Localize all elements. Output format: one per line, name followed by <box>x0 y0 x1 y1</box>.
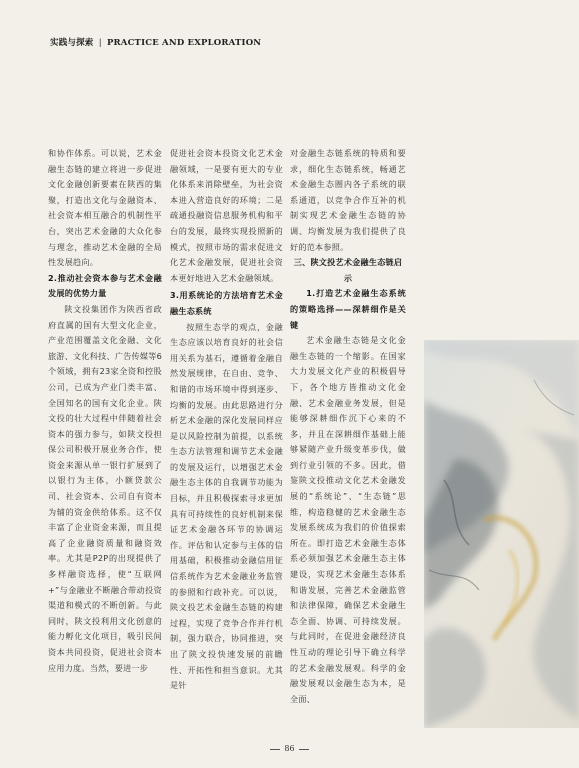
paragraph: 和协作体系。可以说，艺术金融生态链的建立将进一步促进文化金融创新要素在陕西的集聚，打造出文化与金融资本、社会资本相互融合的机制性平台，突出艺术金融的大众化参与理念，推动艺术金融的全局性发展趋向。 <box>48 148 162 268</box>
text-column-2 <box>170 146 283 694</box>
section-title-en: PRACTICE AND EXPLORATION <box>106 38 262 48</box>
paragraph: 按照生态学的观点，金融生态应该以培育良好的社会信用关系为基石，遵循着金融自然发展规律，在自由、竞争、和谐的市场环境中得到逐步、均衡的发展。由此思路进行分析艺术金融的深化发展同样应是以风险控制为前提，以系统生态方法管理和调节艺术金融的发展及运行，以增强艺术金融生态主体的自我调节功能为目标，并且积极探索寻求更加具有可持续性的良好机制来保证艺术金融各环节的协调运作。评估和认定参与主体的信用基础，积极推动金融信用征信系统作为艺术金融业务监管的参照和行政补充。可以说，陕文投艺术金融生态链的构建过程，实现了竞争合作并行机制，强力联合，协同推进，突出了陕文投快速发展的前瞻性、开拓性和担当意识。尤其是针 <box>170 321 283 691</box>
section-heading: 3.用系统论的方法培育艺术金融生态系统 <box>170 290 283 316</box>
ink-wash-painting <box>424 340 579 728</box>
paragraph: 艺术金融生态链是文化金融生态链的一个缩影。在国家大力发展文化产业的积极倡导下，各个地方皆推动文化金融、艺术金融业务发展，但是能够深耕细作沉下心来的不多，并且在深耕细作基础上能够紧随产业升级变革步伐，做到行业引领的不多。因此，借鉴陕文投推动文化艺术金融发展的“系统论”、“生态链”思维，构造稳健的艺术金融生态发展系统成为我们的价值探索所在。即打造艺术金融生态体系必须加强艺术金融生态主体建设，实现艺术金融生态体系和谐发展，完善艺术金融监管和法律保障，确保艺术金融生态全面、协调、可持续发展。与此同时，在促进金融经济良性互动的理论引导下确立科学的艺术金融发展观。科学的金融发展观以金融生态为本，是全面、 <box>290 335 406 704</box>
subsection-heading: 1.打造艺术金融生态系统的策略选择——深耕细作是关键 <box>290 288 406 330</box>
section-title-cn: 实践与探索 <box>50 38 94 48</box>
section-heading: 三、陕文投艺术金融生态链启示 <box>293 257 403 283</box>
section-heading: 2.推动社会资本参与艺术金融发展的优势力量 <box>48 272 162 299</box>
page-number: 86 <box>284 744 295 753</box>
text-column-3 <box>290 146 406 707</box>
running-header <box>50 36 261 48</box>
text-column-1 <box>48 146 162 676</box>
paragraph: 促进社会资本投资文化艺术金融领域，一是要有更大的专业化体系来消除壁垒，为社会资本进入营造良好的环境；二是疏通投融资信息服务机构和平台的发展，最终实现投照新的模式，按照市场的需求促进文化艺术金融发展，促进社会资本更好地进入艺术金融领域。 <box>170 148 283 283</box>
paragraph: 对金融生态链系统的特质和要求，细化生态链系统，畅通艺术金融生态圈内各子系统的联系通道，以竞争合作互补的机制实现艺术金融生态链的协调、均衡发展为我们提供了良好的范本参照。 <box>290 148 406 252</box>
paragraph: 陕文投集团作为陕西省政府直属的国有大型文化企业，产业范围覆盖文化金融、文化旅游、文化科技、广告传媒等6个领域，拥有23家全资和控股公司，已成为产业门类丰富、全国知名的国有文化企业。陕文投的壮大过程中伴随着社会资本的强力参与，如陕文投担保公司积极开展业务合作，使资金来源从单一银行扩展到了以银行为主体，小额贷款公司、社会资本、公司自有资本为辅的资金供给体系。这不仅丰富了企业资金来源，而且提高了企业融资质量和融资效率。尤其是P2P的出现提供了多样融资选择，使“互联网+”与金融业不断融合带动投资渠道和模式的不断创新。与此同时，陕文投利用文化创意的能力孵化文化项目，吸引民间资本共同投资，促进社会资本应用力度。当然，要进一步 <box>48 303 162 673</box>
header-separator: | <box>98 38 102 48</box>
page-footer <box>0 744 579 753</box>
footer-rule-right <box>299 749 309 750</box>
footer-rule-left <box>270 749 280 750</box>
